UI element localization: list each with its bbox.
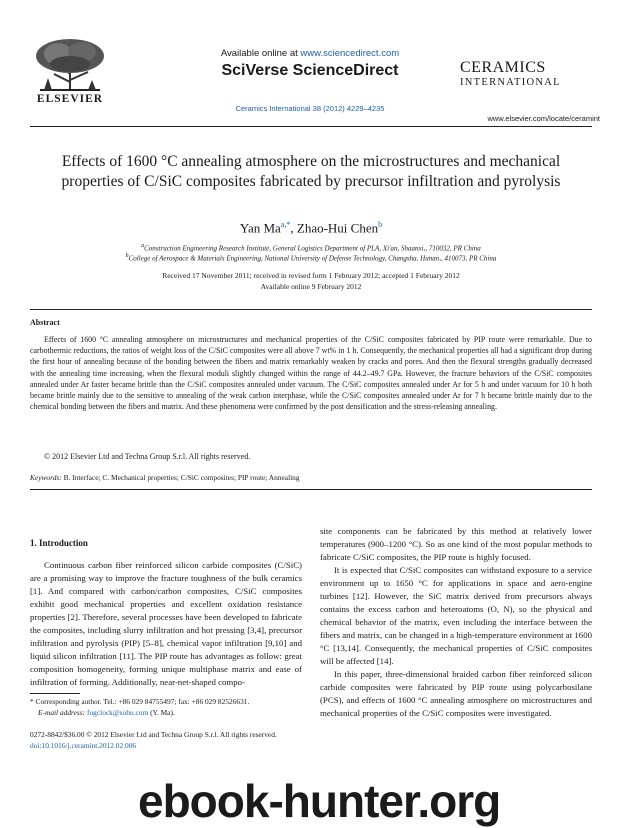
email-suffix: (Y. Ma). (148, 707, 175, 717)
online-date: Available online 9 February 2012 (260, 282, 362, 291)
body-column-right (320, 525, 592, 720)
journal-logo (460, 60, 600, 90)
watermark: ebook-hunter.org (138, 775, 501, 827)
paragraph: In this paper, three-dimensional braided carbon fiber reinforced silicon carbide composites were fabricated by PIP route using polycarbosilane (PCS), and effects of 1600 °C annealing atmosphere on microstructures and mechanical properties of the C/SiC composites were investigated. (320, 669, 592, 718)
sciencedirect-link[interactable]: www.sciencedirect.com (300, 48, 400, 59)
header-rule (30, 126, 592, 127)
available-online (150, 48, 470, 59)
affiliation-a (45, 243, 577, 252)
publisher-name: ELSEVIER (36, 93, 104, 105)
paragraph: site components can be fabricated by this method at relatively lower temperatures (900–1200 °C). So as one kind of the most popular methods to fabricate C/SiC composites, the PIP route is highly focused. (320, 526, 592, 562)
author-affiliation-mark[interactable]: b (378, 220, 383, 229)
author-separator: , (290, 220, 297, 236)
author-list (45, 220, 577, 236)
abstract-top-rule (30, 309, 592, 310)
footnote-mark: * (30, 697, 34, 706)
platform-name: SciVerse ScienceDirect (221, 62, 399, 79)
journal-logo-line1: CERAMICS (460, 59, 546, 76)
author-name: Yan Ma (239, 220, 281, 236)
footnote-rule (30, 693, 80, 694)
paragraph: It is expected that C/SiC composites can withstand exposure to a service environment up to 1650 °C for applications in space and aero-engine turbines [12]. However, the SiC matrix derived from precursors always contains the excess carbon and heteroatoms (O, N), so the physical and chemical behavior of the matrix, even including the interface between the fibers and matrix, can be changed in a high-temperature environment at 1600 °C [13,14]. Consequently, the mechanical properties of C/SiC composites will be affected [14]. (320, 565, 592, 666)
issn-footer (30, 730, 330, 751)
journal-url[interactable]: www.elsevier.com/locate/ceramint (487, 114, 600, 123)
journal-reference[interactable]: Ceramics International 38 (2012) 4229–4235 (235, 104, 385, 113)
paragraph: Continuous carbon fiber reinforced silicon carbide composites (C/SiC) are a promising way to improve the fracture toughness of the bulk ceramics [1]. And compared with carbon/carbon composites, C/SiC composites exhibit good mechanical properties and excellent oxidation resistance properties [2]. Therefore, several processes have been developed to fabricate the composites, including slurry infiltration and hot pressing [3,4], precursor infiltration and pyrolysis (PIP) [5–8], chemical vapor infiltration [9,10] and liquid silicon infiltration [11]. The PIP route has advantages as follow: great composition homogeneity, forming unique multiphase matrix and ease of infiltration of forming. Additionally, near-net-shaped compo- (30, 560, 302, 687)
email-label: E-mail address: (38, 707, 86, 717)
issn-line: 0272-8842/$36.00 © 2012 Elsevier Ltd and Techna Group S.r.l. All rights reserved. (30, 730, 277, 739)
abstract-bottom-rule (30, 489, 592, 490)
doi-link[interactable]: doi:10.1016/j.ceramint.2012.02.006 (30, 740, 137, 750)
abstract-heading: Abstract (30, 318, 60, 327)
abstract-copyright: © 2012 Elsevier Ltd and Techna Group S.r.l. All rights reserved. (44, 452, 251, 461)
author-affiliation-mark[interactable]: a,* (280, 220, 291, 229)
footnote-contact: Corresponding author. Tel.: +86 029 84755497; fax: +86 029 82526631. (33, 697, 250, 706)
section-heading-introduction: 1. Introduction (30, 538, 88, 548)
affiliation-text: Construction Engineering Research Institute, General Logistics Department of PLA, Xi'an, Shaanxi,, 710032, PR China (144, 244, 481, 253)
corresponding-author-footnote (30, 697, 302, 718)
body-column-left (30, 559, 302, 689)
article-title: Effects of 1600 °C annealing atmosphere on the microstructures and mechanical properties of C/SiC composites fabricated by precursor infiltration and pyrolysis (61, 153, 561, 190)
journal-logo-line2: INTERNATIONAL (460, 77, 561, 88)
received-dates: Received 17 November 2011; received in revised form 1 February 2012; accepted 1 February 2012 (162, 271, 460, 280)
email-link[interactable]: fogclock@sohu.com (87, 707, 149, 717)
keywords-list: B. Interface; C. Mechanical properties; C/SiC composites; PIP route; Annealing (61, 473, 300, 482)
abstract-text: Effects of 1600 °C annealing atmosphere on microstructures and mechanical properties of the C/SiC composites fabricated by PIP route were remarkable. Due to carbothermic reductions, the ratios of weight loss of the C/SiC composites were all above 7 wt% in 1 h. Consequently, the mechanical properties all had a significant drop during the first hour of annealing because of the bonding between the fibers and matrix remarkably weaken by cracks and pores. And then the flexural strengths gradually decreased with the annealing time increasing, when the flexural moduli slightly changed within the range of 44.2–49.7 GPa. However, the fracture behaviors of the C/SiC composites annealed under Ar faster became brittle than the C/SiC composites annealed under vacuum. The C/SiC composites annealed under Ar for 5 h and under vacuum for 10 h both became brittle mainly due to the sensitive to annealing of the weak carbon interphase, while the C/SiC composites annealed under Ar for 7 h became brittle mainly due to the chemical bonding between the fibers and matrix. And these phenomena were confirmed by the post densification and the stress-releasing annealing. (30, 335, 592, 412)
affiliation-text: College of Aerospace & Materials Engineering, National University of Defense Technology, Changsha, Hunan,, 410073, PR China (128, 254, 497, 263)
keywords-label: Keywords: (30, 473, 62, 482)
author-name: Zhao-Hui Chen (296, 220, 379, 236)
affiliation-b (45, 253, 577, 262)
available-prefix: Available online at (220, 48, 301, 59)
article-dates (45, 270, 577, 292)
affiliation-mark: b (125, 253, 129, 259)
keywords (30, 473, 592, 482)
affiliation-mark: a (141, 243, 145, 249)
